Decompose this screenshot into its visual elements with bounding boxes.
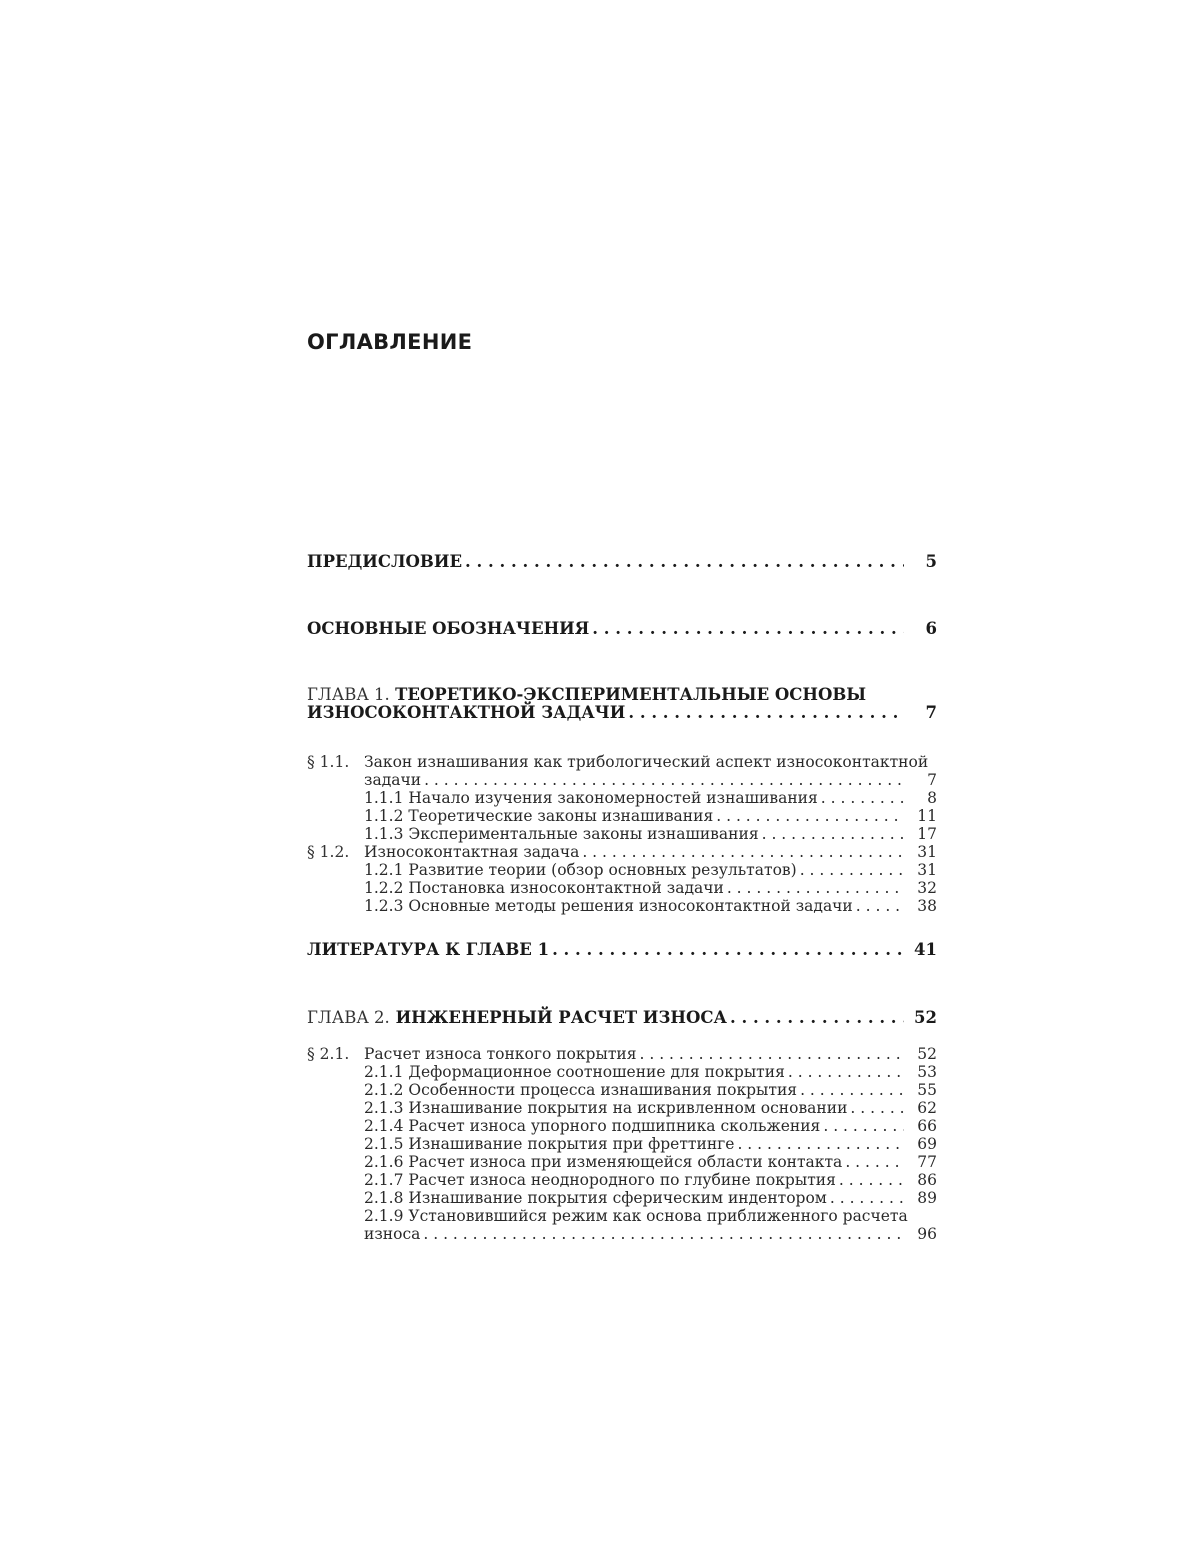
toc-page-number: 52: [917, 1045, 937, 1063]
toc-entry-label-continued: износа: [364, 1225, 421, 1243]
chapter-title-continued: ИЗНОСОКОНТАКТНОЙ ЗАДАЧИ: [307, 703, 626, 722]
dot-leader: [423, 1225, 904, 1243]
toc-entry-label: ПРЕДИСЛОВИЕ: [307, 552, 463, 571]
chapter-title: ТЕОРЕТИКО-ЭКСПЕРИМЕНТАЛЬНЫЕ ОСНОВЫ: [395, 685, 867, 704]
dot-leader: [850, 1099, 904, 1117]
toc-entry-label: 2.1.2 Особенности процесса изнашивания покрытия: [364, 1081, 798, 1099]
toc-entry-label: 1.1.1 Начало изучения закономерностей изнашивания: [364, 789, 818, 807]
toc-entry-label: 1.2.3 Основные методы решения износоконтактной задачи: [364, 897, 853, 915]
toc-entry-1-2-2[interactable]: [364, 879, 937, 897]
toc-entry-preface[interactable]: [307, 552, 937, 571]
dot-leader: [730, 1008, 904, 1027]
toc-entry-label: ЛИТЕРАТУРА К ГЛАВЕ 1: [307, 940, 550, 959]
dot-leader: [800, 1081, 904, 1099]
toc-page-number: 31: [917, 861, 937, 879]
toc-entry-label: 2.1.6 Расчет износа при изменяющейся области контакта: [364, 1153, 843, 1171]
dot-leader: [592, 619, 904, 638]
dot-leader: [582, 843, 904, 861]
toc-entry-label: [307, 1008, 727, 1027]
toc-entry-2-1-7[interactable]: [364, 1171, 937, 1189]
toc-entry-notation[interactable]: [307, 619, 937, 638]
toc-entry-label: 1.2.1 Развитие теории (обзор основных результатов): [364, 861, 797, 879]
dot-leader: [640, 1045, 905, 1063]
toc-entry-2-1-9[interactable]: [364, 1225, 937, 1243]
toc-page-number: 62: [917, 1099, 937, 1117]
section-number: § 1.2.: [307, 843, 350, 861]
toc-entry-2-1-6[interactable]: [364, 1153, 937, 1171]
toc-page-number: 38: [917, 897, 937, 915]
toc-entry-label: ОСНОВНЫЕ ОБОЗНАЧЕНИЯ: [307, 619, 590, 638]
dot-leader: [727, 879, 904, 897]
toc-entry-2-1-5[interactable]: [364, 1135, 937, 1153]
toc-page-number: 96: [917, 1225, 937, 1243]
toc-page-number: 8: [927, 789, 937, 807]
chapter-title: ИНЖЕНЕРНЫЙ РАСЧЕТ ИЗНОСА: [395, 1008, 727, 1027]
toc-page-number: 52: [914, 1008, 937, 1027]
dot-leader: [737, 1135, 904, 1153]
dot-leader: [465, 552, 904, 571]
toc-entry-1-1[interactable]: [364, 771, 937, 789]
toc-entry-literature-1[interactable]: [307, 940, 937, 959]
toc-page-number: 55: [917, 1081, 937, 1099]
toc-entry-2-1-1[interactable]: [364, 1063, 937, 1081]
toc-entry-label: 1.2.2 Постановка износоконтактной задачи: [364, 879, 724, 897]
dot-leader: [845, 1153, 904, 1171]
dot-leader: [821, 789, 904, 807]
toc-entry-label: 1.1.2 Теоретические законы изнашивания: [364, 807, 714, 825]
dot-leader: [424, 771, 904, 789]
toc-entry-2-1[interactable]: [364, 1045, 937, 1063]
toc-page-number: 41: [914, 940, 937, 959]
page-title: ОГЛАВЛЕНИЕ: [307, 330, 473, 354]
toc-entry-2-1-8[interactable]: [364, 1189, 937, 1207]
toc-page-number: 89: [917, 1189, 937, 1207]
toc-page-number: 11: [917, 807, 937, 825]
toc-entry-1-2-3[interactable]: [364, 897, 937, 915]
toc-page-number: 86: [917, 1171, 937, 1189]
toc-entry-label: 1.1.3 Экспериментальные законы изнашивания: [364, 825, 759, 843]
dot-leader: [800, 861, 904, 879]
dot-leader: [839, 1171, 904, 1189]
toc-entry-2-1-3[interactable]: [364, 1099, 937, 1117]
toc-entry-label: 2.1.3 Изнашивание покрытия на искривленном основании: [364, 1099, 848, 1117]
toc-entry-label: Расчет износа тонкого покрытия: [364, 1045, 637, 1063]
toc-entry-label[interactable]: 2.1.9 Установившийся режим как основа приближенного расчета: [364, 1207, 908, 1225]
toc-entry-label: 2.1.5 Изнашивание покрытия при фреттинге: [364, 1135, 735, 1153]
toc-page-number: 32: [917, 879, 937, 897]
dot-leader: [788, 1063, 904, 1081]
toc-page-number: 7: [927, 771, 937, 789]
section-number: § 2.1.: [307, 1045, 350, 1063]
dot-leader: [823, 1117, 904, 1135]
toc-entry-label: 2.1.1 Деформационное соотношение для покрытия: [364, 1063, 785, 1081]
dot-leader: [830, 1189, 904, 1207]
toc-entry-chapter-1[interactable]: [307, 703, 937, 722]
toc-page-number: 6: [925, 619, 937, 638]
toc-chapter-1-heading[interactable]: [307, 685, 866, 704]
dot-leader: [856, 897, 904, 915]
toc-entry-chapter-2[interactable]: [307, 1008, 937, 1027]
section-number: § 1.1.: [307, 753, 350, 771]
toc-entry-label[interactable]: Закон изнашивания как трибологический аспект износоконтактной: [364, 753, 929, 771]
toc-entry-1-2[interactable]: [364, 843, 937, 861]
dot-leader: [716, 807, 904, 825]
toc-entry-1-2-1[interactable]: [364, 861, 937, 879]
toc-page-number: 31: [917, 843, 937, 861]
toc-page-number: 5: [925, 552, 937, 571]
dot-leader: [628, 703, 904, 722]
toc-entry-label: 2.1.4 Расчет износа упорного подшипника скольжения: [364, 1117, 821, 1135]
toc-page-number: 17: [917, 825, 937, 843]
dot-leader: [762, 825, 904, 843]
toc-entry-label: 2.1.8 Изнашивание покрытия сферическим индентором: [364, 1189, 827, 1207]
toc-entry-1-1-2[interactable]: [364, 807, 937, 825]
toc-entry-2-1-4[interactable]: [364, 1117, 937, 1135]
toc-entry-2-1-2[interactable]: [364, 1081, 937, 1099]
toc-entry-1-1-3[interactable]: [364, 825, 937, 843]
chapter-prefix: ГЛАВА 2.: [307, 1008, 390, 1027]
toc-page-number: 77: [917, 1153, 937, 1171]
toc-entry-1-1-1[interactable]: [364, 789, 937, 807]
toc-entry-label: 2.1.7 Расчет износа неоднородного по глубине покрытия: [364, 1171, 836, 1189]
dot-leader: [552, 940, 904, 959]
toc-entry-label: Износоконтактная задача: [364, 843, 580, 861]
toc-page-number: 7: [925, 703, 937, 722]
toc-entry-label-continued: задачи: [364, 771, 422, 789]
chapter-prefix: ГЛАВА 1.: [307, 685, 390, 704]
toc-page-number: 66: [917, 1117, 937, 1135]
toc-page-number: 53: [917, 1063, 937, 1081]
toc-page-number: 69: [917, 1135, 937, 1153]
